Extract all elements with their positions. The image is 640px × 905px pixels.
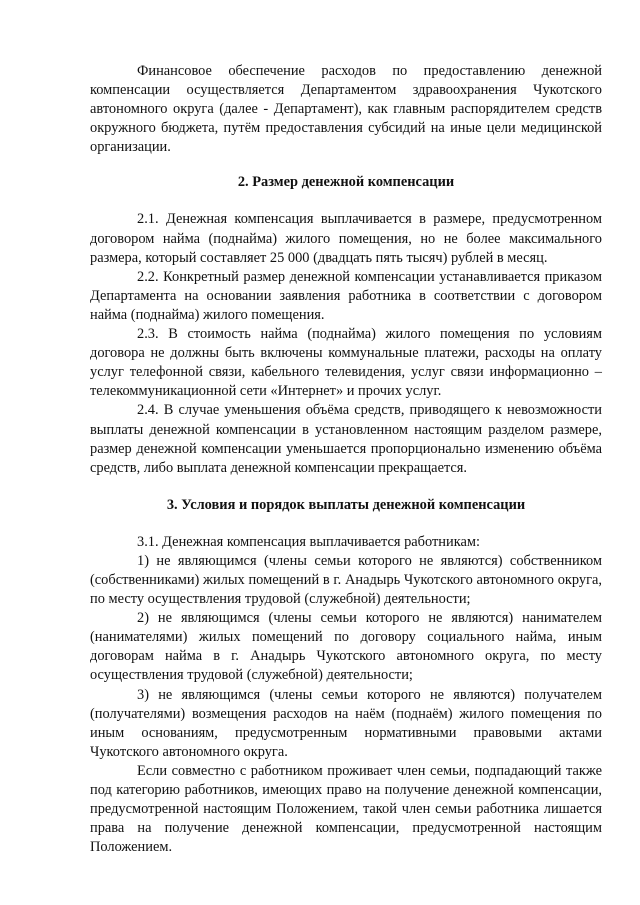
- section-3-heading: 3. Условия и порядок выплаты денежной компенсации: [166, 496, 526, 513]
- section-2-heading: 2. Размер денежной компенсации: [237, 174, 455, 191]
- paragraph-3-1-item-3: 3) не являющимся (члены семьи которого не являются) получателем (получателями) возмещения расходов на наём (поднаём) жилого помещения по иным основаниям, предусмотренным нормативными правовыми актами Чукотского автономного округа.: [90, 686, 602, 760]
- paragraph-3-1-item-2: 2) не являющимся (члены семьи которого не являются) нанимателем (нанимателями) жилых помещений по договору социального найма, иным договорам найма в г. Анадырь Чукотского автономного округа, по месту осуществления трудовой (служебной) деятельности;: [90, 610, 602, 684]
- paragraph-2-1: 2.1. Денежная компенсация выплачивается в размере, предусмотренном договором найма (поднайма) жилого помещения, но не более максимального размера, который составляет 25 000 (двадцать пять тысяч) рублей в месяц.: [90, 211, 602, 266]
- paragraph-family-member: Если совместно с работником проживает член семьи, подпадающий также под категорию работников, имеющих право на получение денежной компенсации, предусмотренной настоящим Положением, такой член семьи работника лишается права на получение денежной компенсации, предусмотренной настоящим Положением.: [90, 762, 602, 856]
- paragraph-2-2: 2.2. Конкретный размер денежной компенсации устанавливается приказом Департамента на основании заявления работника в соответствии с договором найма (поднайма) жилого помещения.: [90, 268, 602, 323]
- intro-paragraph: Финансовое обеспечение расходов по предоставлению денежной компенсации осуществляется Департаментом здравоохранения Чукотского автономного округа (далее - Департамент), как главным распорядителем средств окружного бюджета, путём предоставления субсидий на иные цели медицинской организации.: [90, 63, 602, 156]
- paragraph-3-1-item-1: 1) не являющимся (члены семьи которого не являются) собственником (собственниками) жилых помещений в г. Анадырь Чукотского автономного округа, по месту осуществления трудовой (служебной) деятельности;: [90, 552, 602, 608]
- paragraph-3-1: 3.1. Денежная компенсация выплачивается работникам:: [137, 533, 480, 550]
- paragraph-2-3: 2.3. В стоимость найма (поднайма) жилого помещения по условиям договора не должны быть включены коммунальные платежи, расходы на оплату услуг телефонной связи, кабельного телевидения, услуг связи информационно – телекоммуникационной сети «Интернет» и прочих услуг.: [90, 326, 602, 400]
- paragraph-2-4: 2.4. В случае уменьшения объёма средств, приводящего к невозможности выплаты денежной компенсации в установленном настоящим разделом размере, размер денежной компенсации уменьшается пропорционально изменению объёма средств, либо выплата денежной компенсации прекращается.: [90, 402, 602, 476]
